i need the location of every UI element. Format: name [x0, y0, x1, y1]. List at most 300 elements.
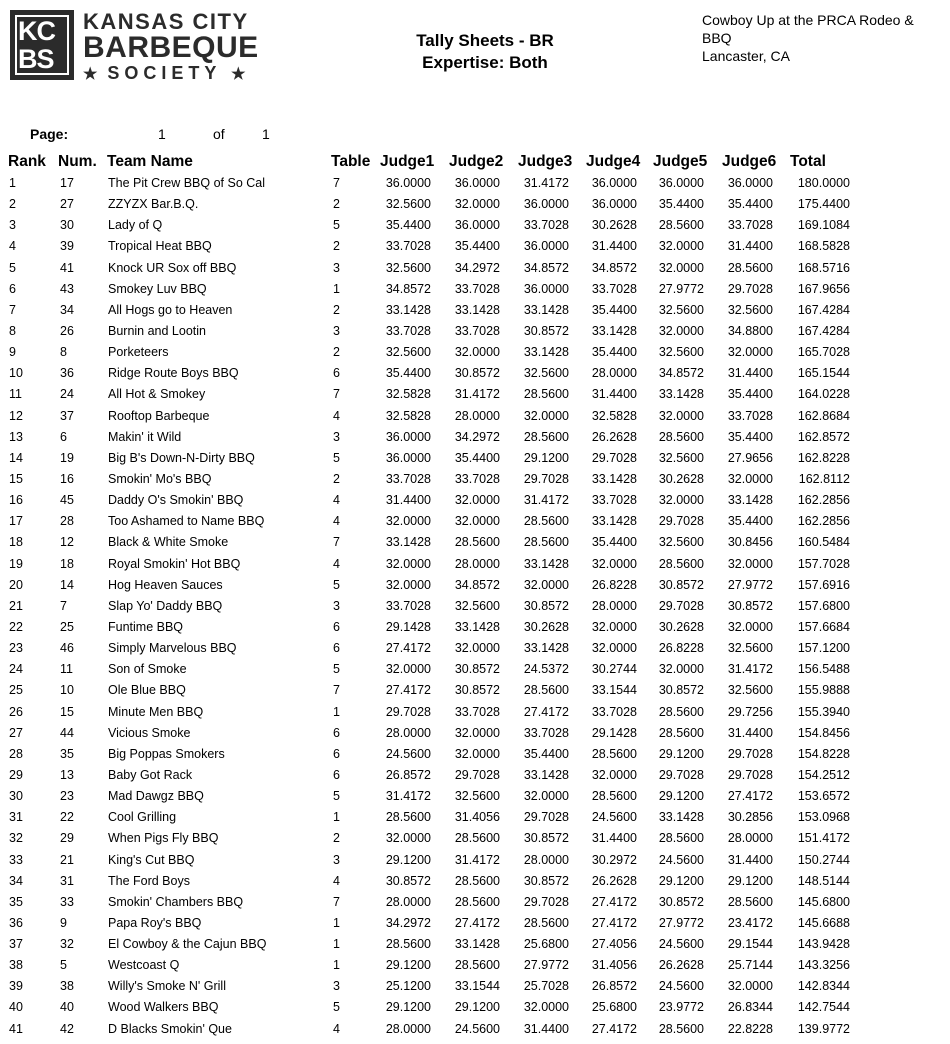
team-name-cell: D Blacks Smokin' Que: [108, 1021, 232, 1036]
judge5-score: 24.5600: [658, 852, 704, 867]
judge1-score: 28.0000: [385, 725, 431, 740]
judge2-score: 28.0000: [454, 408, 500, 423]
judge5-score: 32.5600: [658, 345, 704, 360]
judge5-score: 36.0000: [658, 176, 704, 190]
table-cell: 5: [333, 218, 340, 233]
judge2-score: 32.0000: [454, 345, 500, 360]
judge1-score: 32.0000: [385, 662, 431, 677]
judge2-score: 29.1200: [454, 1000, 500, 1015]
judge1-score: 29.1200: [385, 958, 431, 973]
team-number-cell: 38: [60, 979, 74, 994]
team-name-cell: When Pigs Fly BBQ: [108, 831, 219, 846]
judge1-score: 33.7028: [385, 598, 431, 613]
team-name-cell: Porketeers: [108, 345, 169, 360]
judge6-score: 32.0000: [727, 556, 773, 571]
table-row: [0, 385, 950, 406]
judge5-score: 26.8228: [658, 641, 704, 656]
team-name-cell: El Cowboy & the Cajun BBQ: [108, 937, 267, 952]
judge2-score: 32.0000: [454, 641, 500, 656]
judge4-score: 27.4172: [591, 1021, 637, 1036]
judge6-score: 29.7028: [727, 746, 773, 761]
judge5-score: 33.1428: [658, 387, 704, 402]
judge6-score: 30.8456: [727, 535, 773, 550]
judge6-score: 31.4172: [727, 662, 773, 677]
judge6-score: 29.1200: [727, 873, 773, 888]
total-score: 167.9656: [797, 281, 850, 296]
table-row: [0, 470, 950, 491]
table-cell: 2: [333, 239, 340, 254]
team-name-cell: Papa Roy's BBQ: [108, 915, 202, 930]
team-name-cell: The Pit Crew BBQ of So Cal: [108, 176, 266, 190]
table-row: [0, 280, 950, 301]
judge5-score: 24.5600: [658, 937, 704, 952]
team-name-cell: Tropical Heat BBQ: [108, 239, 212, 254]
judge2-score: 33.7028: [454, 323, 500, 338]
judge2-score: 33.1428: [454, 937, 500, 952]
team-number-cell: 34: [60, 302, 74, 317]
team-number-cell: 13: [60, 767, 74, 782]
judge4-score: 33.7028: [591, 281, 637, 296]
rank-cell: 39: [9, 979, 23, 994]
total-score: 157.6800: [797, 598, 850, 613]
team-number-cell: 26: [60, 323, 74, 338]
judge1-score: 29.1428: [385, 619, 431, 634]
team-name-cell: Ridge Route Boys BBQ: [108, 366, 239, 381]
page-total: 1: [262, 126, 270, 142]
table-row: [0, 766, 950, 787]
judge2-score: 32.5600: [454, 598, 500, 613]
team-number-cell: 33: [60, 894, 74, 909]
judge5-score: 29.7028: [658, 767, 704, 782]
judge4-score: 27.4172: [591, 915, 637, 930]
total-score: 156.5488: [797, 662, 850, 677]
judge6-score: 32.0000: [727, 619, 773, 634]
total-score: 162.2856: [797, 514, 850, 529]
team-name-cell: Smokey Luv BBQ: [108, 281, 207, 296]
judge3-score: 28.5600: [523, 514, 569, 529]
table-cell: 7: [333, 387, 340, 402]
judge3-score: 30.8572: [523, 873, 569, 888]
rank-cell: 12: [9, 408, 23, 423]
total-score: 157.6684: [797, 619, 850, 634]
rank-cell: 17: [9, 514, 23, 529]
judge5-score: 28.5600: [658, 831, 704, 846]
judge1-score: 32.5600: [385, 345, 431, 360]
judge1-score: 27.4172: [385, 683, 431, 698]
team-name-cell: Ole Blue BBQ: [108, 683, 186, 698]
team-name-cell: The Ford Boys: [108, 873, 190, 888]
table-row: [0, 195, 950, 216]
table-row: [0, 216, 950, 237]
judge2-score: 33.7028: [454, 704, 500, 719]
team-number-cell: 5: [60, 958, 67, 973]
rank-cell: 13: [9, 429, 23, 444]
total-score: 157.7028: [797, 556, 850, 571]
table-row: [0, 851, 950, 872]
team-number-cell: 23: [60, 789, 74, 804]
judge3-score: 33.7028: [523, 218, 569, 233]
rank-cell: 27: [9, 725, 23, 740]
team-number-cell: 42: [60, 1021, 74, 1036]
table-row: [0, 491, 950, 512]
star-icon: ★: [231, 66, 246, 83]
team-number-cell: 37: [60, 408, 74, 423]
judge1-score: 34.8572: [385, 281, 431, 296]
judge3-score: 29.1200: [523, 450, 569, 465]
team-name-cell: Funtime BBQ: [108, 619, 184, 634]
judge5-score: 27.9772: [658, 915, 704, 930]
judge2-score: 36.0000: [454, 218, 500, 233]
table-cell: 3: [333, 260, 340, 275]
table-row: [0, 935, 950, 956]
rank-cell: 22: [9, 619, 23, 634]
judge5-score: 33.1428: [658, 810, 704, 825]
rank-cell: 31: [9, 810, 23, 825]
table-row: [0, 998, 950, 1019]
judge1-score: 33.7028: [385, 323, 431, 338]
total-score: 154.8228: [797, 746, 850, 761]
judge5-score: 28.5600: [658, 556, 704, 571]
judge6-score: 31.4400: [727, 852, 773, 867]
judge2-score: 28.5600: [454, 958, 500, 973]
rank-cell: 35: [9, 894, 23, 909]
rank-cell: 37: [9, 937, 23, 952]
team-name-cell: Makin' it Wild: [108, 429, 182, 444]
table-row: [0, 407, 950, 428]
judge3-score: 30.8572: [523, 323, 569, 338]
judge1-score: 32.5828: [385, 408, 431, 423]
judge1-score: 33.7028: [385, 239, 431, 254]
team-name-cell: Black & White Smoke: [108, 535, 229, 550]
judge1-score: 33.1428: [385, 302, 431, 317]
judge3-score: 27.9772: [523, 958, 569, 973]
table-cell: 1: [333, 810, 340, 825]
team-name-cell: Big B's Down-N-Dirty BBQ: [108, 450, 255, 465]
judge4-score: 25.6800: [591, 1000, 637, 1015]
judge2-score: 28.5600: [454, 873, 500, 888]
table-cell: 1: [333, 937, 340, 952]
col-header-table: Table: [331, 153, 371, 170]
judge4-score: 33.1428: [591, 323, 637, 338]
judge3-score: 28.5600: [523, 683, 569, 698]
judge3-score: 32.5600: [523, 366, 569, 381]
team-number-cell: 17: [60, 176, 74, 190]
total-score: 162.2856: [797, 493, 850, 508]
judge6-score: 33.7028: [727, 218, 773, 233]
logo-mark-top: KC: [18, 16, 55, 46]
judge2-score: 28.0000: [454, 556, 500, 571]
col-header-total: Total: [790, 153, 826, 170]
judge2-score: 32.0000: [454, 514, 500, 529]
logo-line-society: ★ SOCIETY ★: [83, 63, 246, 83]
judge4-score: 26.8228: [591, 577, 637, 592]
kcbs-logo: [10, 9, 275, 83]
judge2-score: 33.7028: [454, 471, 500, 486]
col-header-judge5: Judge5: [653, 153, 708, 170]
table-row: [0, 893, 950, 914]
table-cell: 6: [333, 619, 340, 634]
table-cell: 3: [333, 323, 340, 338]
col-header-judge2: Judge2: [449, 153, 504, 170]
judge4-score: 27.4172: [591, 894, 637, 909]
judge5-score: 29.1200: [658, 746, 704, 761]
rank-cell: 7: [9, 302, 16, 317]
team-number-cell: 43: [60, 281, 74, 296]
team-number-cell: 40: [60, 1000, 74, 1015]
judge1-score: 25.1200: [385, 979, 431, 994]
judge5-score: 32.5600: [658, 450, 704, 465]
judge1-score: 33.1428: [385, 535, 431, 550]
table-row: [0, 364, 950, 385]
judge3-score: 29.7028: [523, 894, 569, 909]
judge5-score: 35.4400: [658, 197, 704, 212]
judge6-score: 35.4400: [727, 514, 773, 529]
judge4-score: 29.7028: [591, 450, 637, 465]
judge5-score: 34.8572: [658, 366, 704, 381]
team-name-cell: Westcoast Q: [108, 958, 180, 973]
judge1-score: 36.0000: [385, 176, 431, 190]
team-number-cell: 46: [60, 641, 74, 656]
judge2-score: 32.0000: [454, 725, 500, 740]
judge5-score: 32.0000: [658, 260, 704, 275]
team-number-cell: 25: [60, 619, 74, 634]
team-number-cell: 10: [60, 683, 74, 698]
table-cell: 4: [333, 514, 340, 529]
judge6-score: 29.7028: [727, 767, 773, 782]
table-cell: 5: [333, 450, 340, 465]
rank-cell: 10: [9, 366, 23, 381]
table-row: [0, 872, 950, 893]
table-cell: 3: [333, 979, 340, 994]
judge4-score: 31.4400: [591, 239, 637, 254]
team-number-cell: 19: [60, 450, 74, 465]
judge2-score: 30.8572: [454, 683, 500, 698]
judge2-score: 33.1428: [454, 302, 500, 317]
judge3-score: 29.7028: [523, 810, 569, 825]
judge1-score: 36.0000: [385, 429, 431, 444]
judge3-score: 28.5600: [523, 429, 569, 444]
table-row: [0, 914, 950, 935]
judge1-score: 28.0000: [385, 894, 431, 909]
table-cell: 6: [333, 767, 340, 782]
report-subtitle: Expertise: Both: [422, 53, 548, 72]
rank-cell: 19: [9, 556, 23, 571]
judge5-score: 30.2628: [658, 471, 704, 486]
judge1-score: 33.7028: [385, 471, 431, 486]
table-cell: 5: [333, 662, 340, 677]
team-name-cell: Slap Yo' Daddy BBQ: [108, 598, 223, 613]
total-score: 157.6916: [797, 577, 850, 592]
team-number-cell: 32: [60, 937, 74, 952]
rank-cell: 3: [9, 218, 16, 233]
judge4-score: 31.4400: [591, 387, 637, 402]
judge5-score: 23.9772: [658, 1000, 704, 1015]
table-row: [0, 1020, 950, 1041]
judge2-score: 34.2972: [454, 429, 500, 444]
event-info: [702, 11, 947, 65]
judge2-score: 30.8572: [454, 366, 500, 381]
team-name-cell: Burnin and Lootin: [108, 323, 206, 338]
judge2-score: 28.5600: [454, 894, 500, 909]
page-of: of: [213, 126, 225, 142]
judge2-score: 32.0000: [454, 746, 500, 761]
judge6-score: 32.5600: [727, 641, 773, 656]
table-row: [0, 829, 950, 850]
judge3-score: 36.0000: [523, 197, 569, 212]
judge4-score: 30.2972: [591, 852, 637, 867]
judge3-score: 33.7028: [523, 725, 569, 740]
judge4-score: 24.5600: [591, 810, 637, 825]
table-cell: 6: [333, 746, 340, 761]
judge2-score: 31.4172: [454, 852, 500, 867]
judge5-score: 28.5600: [658, 725, 704, 740]
table-cell: 2: [333, 471, 340, 486]
judge1-score: 29.1200: [385, 852, 431, 867]
total-score: 168.5828: [797, 239, 850, 254]
judge1-score: 26.8572: [385, 767, 431, 782]
judge4-score: 35.4400: [591, 535, 637, 550]
judge6-score: 31.4400: [727, 725, 773, 740]
team-number-cell: 30: [60, 218, 74, 233]
judge1-score: 24.5600: [385, 746, 431, 761]
total-score: 153.0968: [797, 810, 850, 825]
judge5-score: 29.7028: [658, 514, 704, 529]
table-row: [0, 237, 950, 258]
table-cell: 4: [333, 556, 340, 571]
table-row: [0, 660, 950, 681]
team-name-cell: Big Poppas Smokers: [108, 746, 225, 761]
col-header-rank: Rank: [8, 153, 46, 170]
judge6-score: 36.0000: [727, 176, 773, 190]
total-score: 167.4284: [797, 302, 850, 317]
total-score: 150.2744: [797, 852, 850, 867]
report-title-block: [360, 30, 610, 74]
total-score: 165.1544: [797, 366, 850, 381]
report-title: Tally Sheets - BR: [416, 31, 554, 50]
team-name-cell: Knock UR Sox off BBQ: [108, 260, 237, 275]
total-score: 139.9772: [797, 1021, 850, 1036]
judge3-score: 35.4400: [523, 746, 569, 761]
judge1-score: 32.0000: [385, 577, 431, 592]
table-row: [0, 512, 950, 533]
judge4-score: 32.0000: [591, 556, 637, 571]
table-row: [0, 343, 950, 364]
judge6-score: 33.1428: [727, 493, 773, 508]
judge1-score: 31.4172: [385, 789, 431, 804]
total-score: 175.4400: [797, 197, 850, 212]
judge5-score: 28.5600: [658, 429, 704, 444]
team-name-cell: Mad Dawgz BBQ: [108, 789, 204, 804]
team-name-cell: All Hogs go to Heaven: [108, 302, 233, 317]
total-score: 148.5144: [797, 873, 850, 888]
judge3-score: 31.4400: [523, 1021, 569, 1036]
col-header-judge6: Judge6: [722, 153, 777, 170]
judge5-score: 30.8572: [658, 577, 704, 592]
total-score: 145.6800: [797, 894, 850, 909]
rank-cell: 21: [9, 598, 23, 613]
judge6-score: 31.4400: [727, 366, 773, 381]
judge1-score: 30.8572: [385, 873, 431, 888]
table-row: [0, 322, 950, 343]
team-name-cell: Daddy O's Smokin' BBQ: [108, 493, 244, 508]
judge6-score: 28.5600: [727, 260, 773, 275]
judge2-score: 28.5600: [454, 535, 500, 550]
table-row: [0, 724, 950, 745]
judge4-score: 36.0000: [591, 197, 637, 212]
total-score: 157.1200: [797, 641, 850, 656]
judge6-score: 30.2856: [727, 810, 773, 825]
table-row: [0, 703, 950, 724]
team-number-cell: 9: [60, 915, 67, 930]
judge5-score: 28.5600: [658, 704, 704, 719]
judge4-score: 31.4056: [591, 958, 637, 973]
judge3-score: 25.7028: [523, 979, 569, 994]
total-score: 143.3256: [797, 958, 850, 973]
judge4-score: 35.4400: [591, 345, 637, 360]
table-cell: 5: [333, 1000, 340, 1015]
judge4-score: 26.8572: [591, 979, 637, 994]
table-cell: 4: [333, 873, 340, 888]
total-score: 169.1084: [797, 218, 850, 233]
judge3-score: 30.8572: [523, 831, 569, 846]
total-score: 154.2512: [797, 767, 850, 782]
logo-wordmark: [83, 10, 259, 86]
rank-cell: 6: [9, 281, 16, 296]
team-name-cell: Willy's Smoke N' Grill: [108, 979, 226, 994]
judge6-score: 29.1544: [727, 937, 773, 952]
star-icon: ★: [83, 66, 98, 83]
judge3-score: 27.4172: [523, 704, 569, 719]
total-score: 162.8112: [798, 471, 850, 486]
rank-cell: 24: [9, 662, 23, 677]
judge6-score: 28.0000: [727, 831, 773, 846]
table-cell: 4: [333, 408, 340, 423]
judge6-score: 27.9656: [727, 450, 773, 465]
judge5-score: 32.5600: [658, 535, 704, 550]
judge2-score: 33.1544: [454, 979, 500, 994]
team-number-cell: 28: [60, 514, 74, 529]
rank-cell: 1: [9, 176, 16, 190]
judge5-score: 32.0000: [658, 493, 704, 508]
judge1-score: 27.4172: [385, 641, 431, 656]
judge6-score: 34.8800: [727, 323, 773, 338]
table-cell: 7: [333, 683, 340, 698]
table-row: [0, 956, 950, 977]
judge1-score: 35.4400: [385, 218, 431, 233]
table-cell: 1: [333, 958, 340, 973]
judge3-score: 28.5600: [523, 387, 569, 402]
logo-mark-bottom: BS: [18, 44, 54, 74]
judge3-score: 28.5600: [523, 535, 569, 550]
judge6-score: 26.8344: [727, 1000, 773, 1015]
judge3-score: 29.7028: [523, 471, 569, 486]
team-number-cell: 45: [60, 493, 74, 508]
event-name-line1: Cowboy Up at the PRCA Rodeo &: [702, 12, 914, 28]
col-header-judge3: Judge3: [518, 153, 573, 170]
judge1-score: 28.5600: [385, 810, 431, 825]
judge6-score: 30.8572: [727, 598, 773, 613]
judge2-score: 31.4056: [454, 810, 500, 825]
judge5-score: 30.2628: [658, 619, 704, 634]
col-header-judge4: Judge4: [586, 153, 641, 170]
team-name-cell: Royal Smokin' Hot BBQ: [108, 556, 241, 571]
judge6-score: 35.4400: [727, 197, 773, 212]
judge3-score: 33.1428: [523, 641, 569, 656]
judge5-score: 32.0000: [658, 323, 704, 338]
col-header-team: Team Name: [107, 153, 193, 170]
judge4-score: 33.7028: [591, 493, 637, 508]
judge2-score: 31.4172: [454, 387, 500, 402]
